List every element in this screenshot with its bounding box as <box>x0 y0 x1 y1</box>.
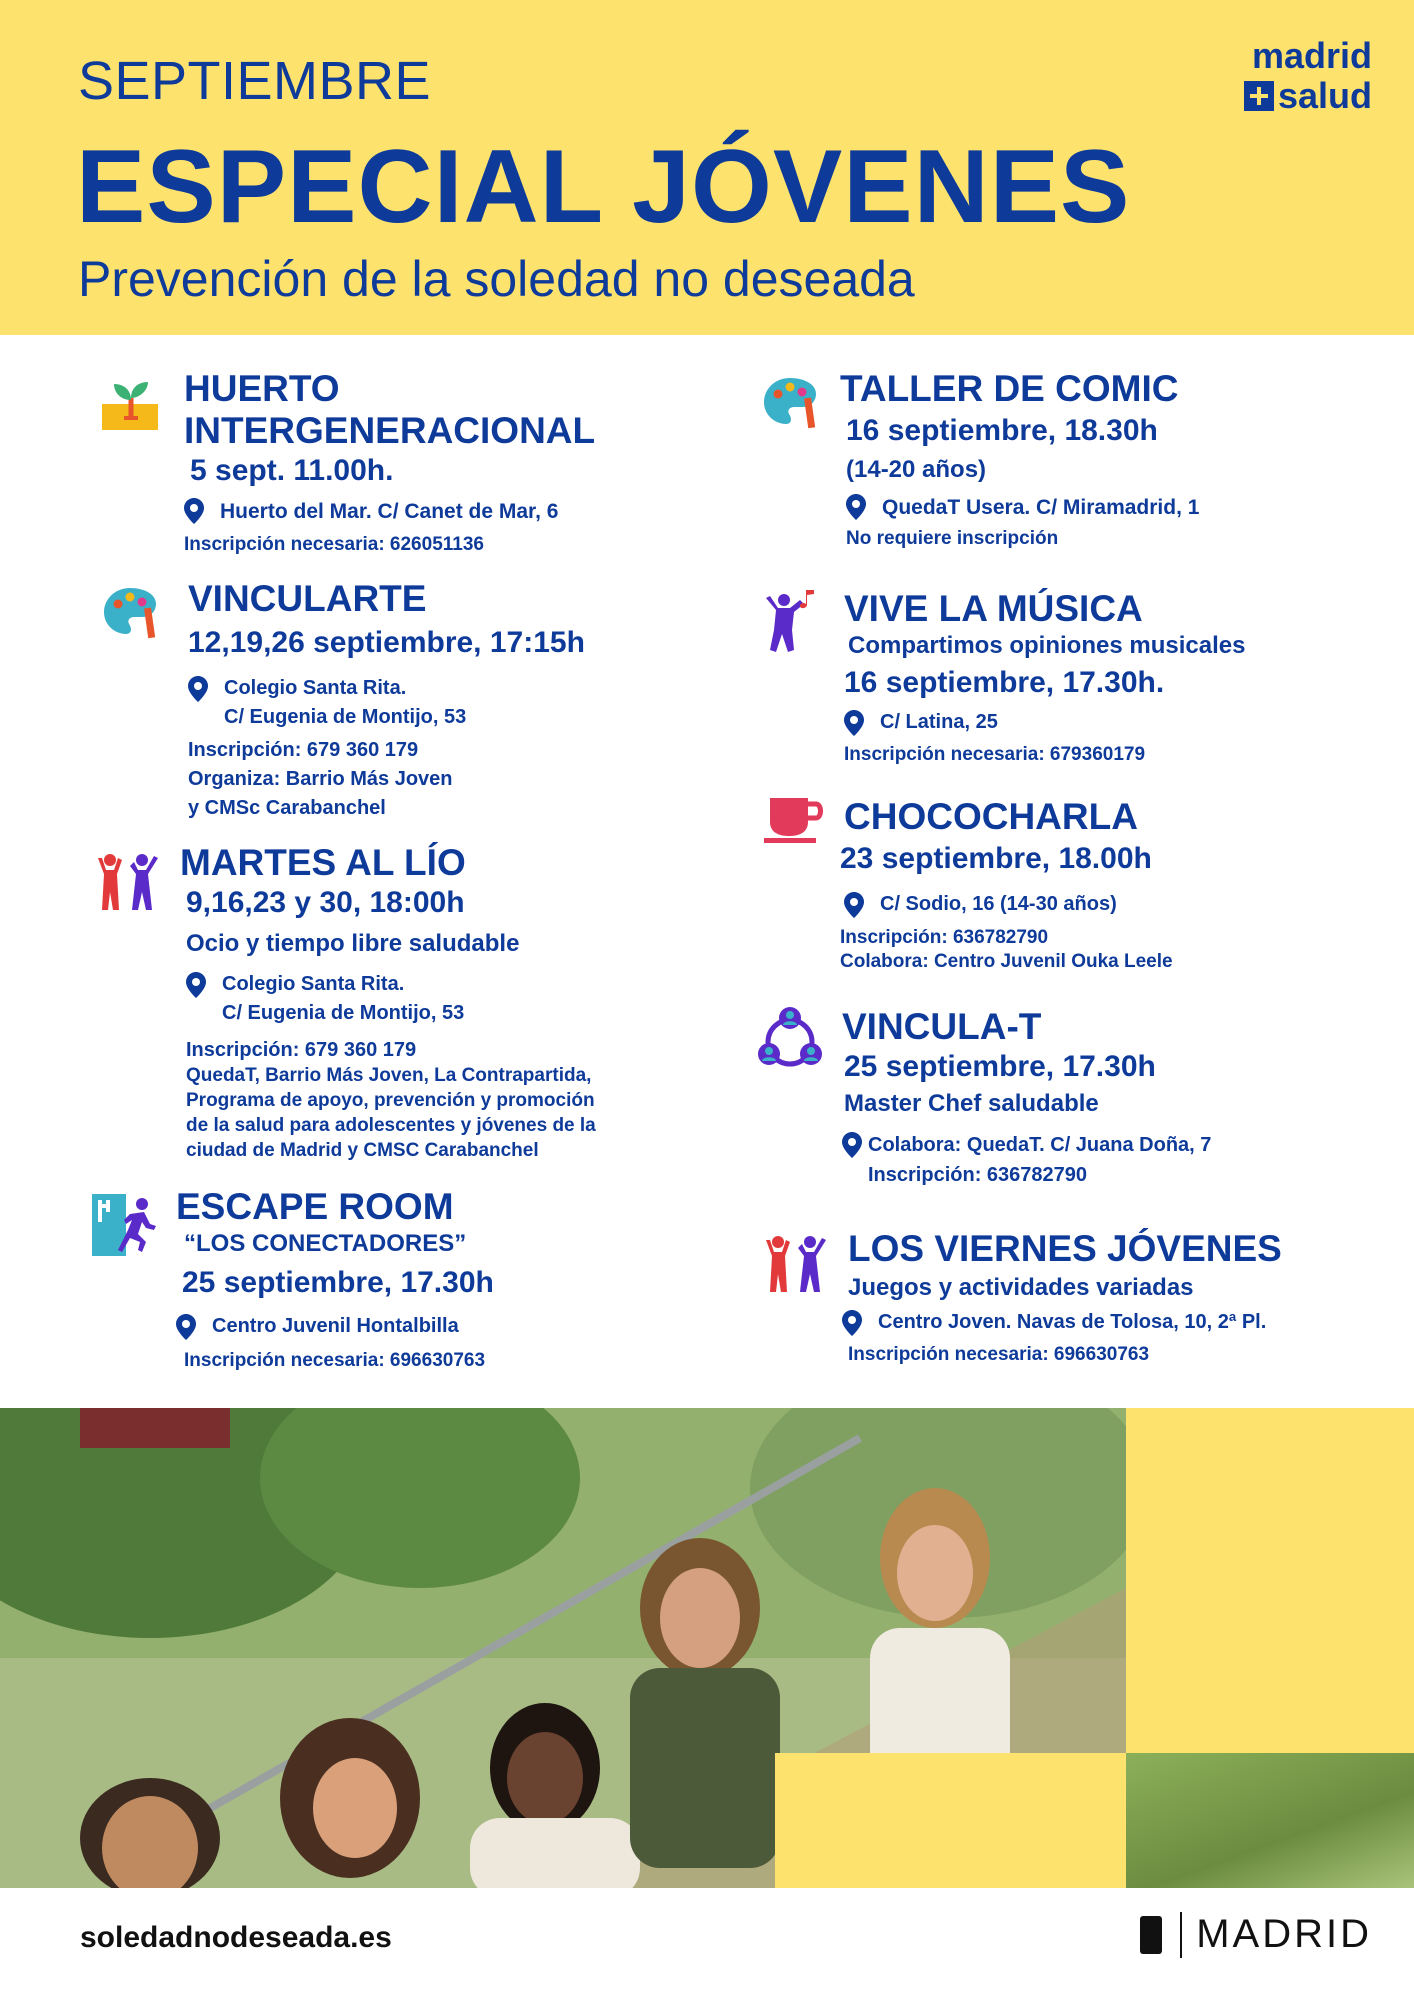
header-banner <box>0 0 1414 335</box>
paint-palette-icon <box>762 372 822 432</box>
event-info-line3: y CMSc Carabanchel <box>188 797 386 819</box>
event-location-text: Centro Joven. Navas de Tolosa, 10, 2ª Pl. <box>878 1311 1267 1333</box>
event-info-line2: Organiza: Barrio Más Joven <box>188 768 453 790</box>
logo-line2: salud <box>1277 75 1372 116</box>
logo-divider <box>1180 1912 1182 1958</box>
event-location-line2: Inscripción: 636782790 <box>868 1164 1088 1186</box>
event-title: VIVE LA MÚSICA <box>844 588 1143 629</box>
event-location <box>176 1312 494 1340</box>
event-description: Master Chef saludable <box>844 1090 1099 1117</box>
event-location-line2: C/ Eugenia de Montijo, 53 <box>222 1002 465 1024</box>
connected-people-icon <box>756 1006 824 1070</box>
event-info-line1: Inscripción: 679 360 179 <box>186 1039 417 1061</box>
event-location-line1: Colegio Santa Rita. <box>222 973 405 995</box>
event-date: 16 septiembre, 17.30h. <box>844 666 1165 699</box>
event-title: ESCAPE ROOM <box>176 1186 454 1227</box>
event-info-line5: ciudad de Madrid y CMSC Carabanchel <box>186 1140 539 1161</box>
event-info <box>188 736 585 823</box>
event-date: 12,19,26 septiembre, 17:15h <box>188 626 585 659</box>
event-location <box>846 492 1199 524</box>
event-info <box>840 926 1173 974</box>
yellow-block-bottom <box>775 1753 1126 1888</box>
event-location-line1: Colabora: QuedaT. C/ Juana Doña, 7 <box>868 1134 1212 1156</box>
location-pin-icon <box>176 1314 196 1340</box>
event-info: No requiere inscripción <box>846 528 1059 549</box>
event-date: 25 septiembre, 17.30h <box>182 1266 494 1299</box>
event-location <box>842 1130 1211 1190</box>
event-date: 16 septiembre, 18.30h <box>846 414 1158 447</box>
event-info: Inscripción necesaria: 696630763 <box>184 1350 486 1371</box>
location-pin-icon <box>186 972 206 998</box>
event-location <box>186 970 596 1028</box>
escape-runner-icon <box>92 1194 158 1258</box>
paint-palette-icon <box>102 582 162 642</box>
event-title-cont: INTERGENERACIONAL <box>184 410 596 451</box>
event-description: Compartimos opiniones musicales <box>848 632 1246 659</box>
event-title: LOS VIERNES JÓVENES <box>848 1228 1282 1269</box>
event-info: Inscripción necesaria: 626051136 <box>184 534 484 555</box>
event-location <box>842 1308 1282 1336</box>
page-subtitle: Prevención de la soledad no deseada <box>78 251 915 307</box>
event-info-line4: de la salud para adolescentes y jóvenes de la <box>186 1115 596 1136</box>
event-location-line2: C/ Eugenia de Montijo, 53 <box>224 706 467 728</box>
madrid-logo: MADRID <box>1196 1912 1372 1956</box>
website-link[interactable]: soledadnodeseada.es <box>80 1921 392 1954</box>
location-pin-icon <box>844 710 864 736</box>
event-ages: (14-20 años) <box>846 456 987 483</box>
yellow-block-right <box>1126 1408 1414 1753</box>
event-info-line3: Programa de apoyo, prevención y promoción <box>186 1090 595 1111</box>
cross-icon <box>1244 81 1274 111</box>
location-pin-icon <box>842 1132 862 1158</box>
event-title: VINCULARTE <box>188 578 427 619</box>
event-location-text: C/ Latina, 25 <box>880 711 998 733</box>
event-info: Inscripción necesaria: 679360179 <box>844 744 1146 765</box>
madrid-salud-logo <box>1244 36 1372 116</box>
event-location <box>844 708 1245 736</box>
event-location-line1: Colegio Santa Rita. <box>224 677 407 699</box>
location-pin-icon <box>184 498 204 524</box>
event-title: VINCULA-T <box>842 1006 1042 1047</box>
people-dancing-icon <box>92 852 164 918</box>
event-info-line1: Inscripción: 636782790 <box>840 927 1049 948</box>
madrid-crest-icon <box>1140 1916 1162 1954</box>
event-location-text: Centro Juvenil Hontalbilla <box>212 1315 459 1337</box>
location-pin-icon <box>188 676 208 702</box>
event-date: 25 septiembre, 17.30h <box>844 1050 1156 1083</box>
event-description: Ocio y tiempo libre saludable <box>186 930 520 957</box>
event-info: Inscripción necesaria: 696630763 <box>848 1344 1150 1365</box>
event-info <box>186 1038 596 1163</box>
singer-music-icon <box>760 590 824 654</box>
event-title: MARTES AL LÍO <box>180 842 466 883</box>
event-title: TALLER DE COMIC <box>840 368 1179 409</box>
event-location <box>188 674 585 732</box>
logo-line1: madrid <box>1251 35 1372 76</box>
coffee-cup-icon <box>764 796 826 844</box>
people-dancing-icon <box>760 1234 832 1300</box>
event-date: 23 septiembre, 18.00h <box>840 842 1152 875</box>
event-date: 9,16,23 y 30, 18:00h <box>186 886 465 919</box>
event-subtitle: “LOS CONECTADORES” <box>184 1230 467 1257</box>
page-title: ESPECIAL JÓVENES <box>76 129 1131 245</box>
event-description: Juegos y actividades variadas <box>848 1274 1194 1301</box>
event-location <box>184 496 595 528</box>
grass-photo <box>1126 1753 1414 1888</box>
event-title: CHOCOCHARLA <box>844 796 1138 837</box>
location-pin-icon <box>842 1310 862 1336</box>
event-info-line2: Colabora: Centro Juvenil Ouka Leele <box>840 951 1173 972</box>
location-pin-icon <box>844 892 864 918</box>
event-location-text: QuedaT Usera. C/ Miramadrid, 1 <box>882 496 1200 519</box>
event-info-line1: Inscripción: 679 360 179 <box>188 739 419 761</box>
location-pin-icon <box>846 494 866 520</box>
month-label: SEPTIEMBRE <box>78 51 432 111</box>
event-location-text: Huerto del Mar. C/ Canet de Mar, 6 <box>220 500 559 523</box>
sprout-icon <box>100 372 162 434</box>
event-info-line2: QuedaT, Barrio Más Joven, La Contrapartida, <box>186 1065 592 1086</box>
event-date: 5 sept. 11.00h. <box>190 454 394 487</box>
event-location-text: C/ Sodio, 16 (14-30 años) <box>880 893 1117 915</box>
event-title: HUERTO <box>184 368 340 409</box>
event-location <box>844 890 1173 918</box>
